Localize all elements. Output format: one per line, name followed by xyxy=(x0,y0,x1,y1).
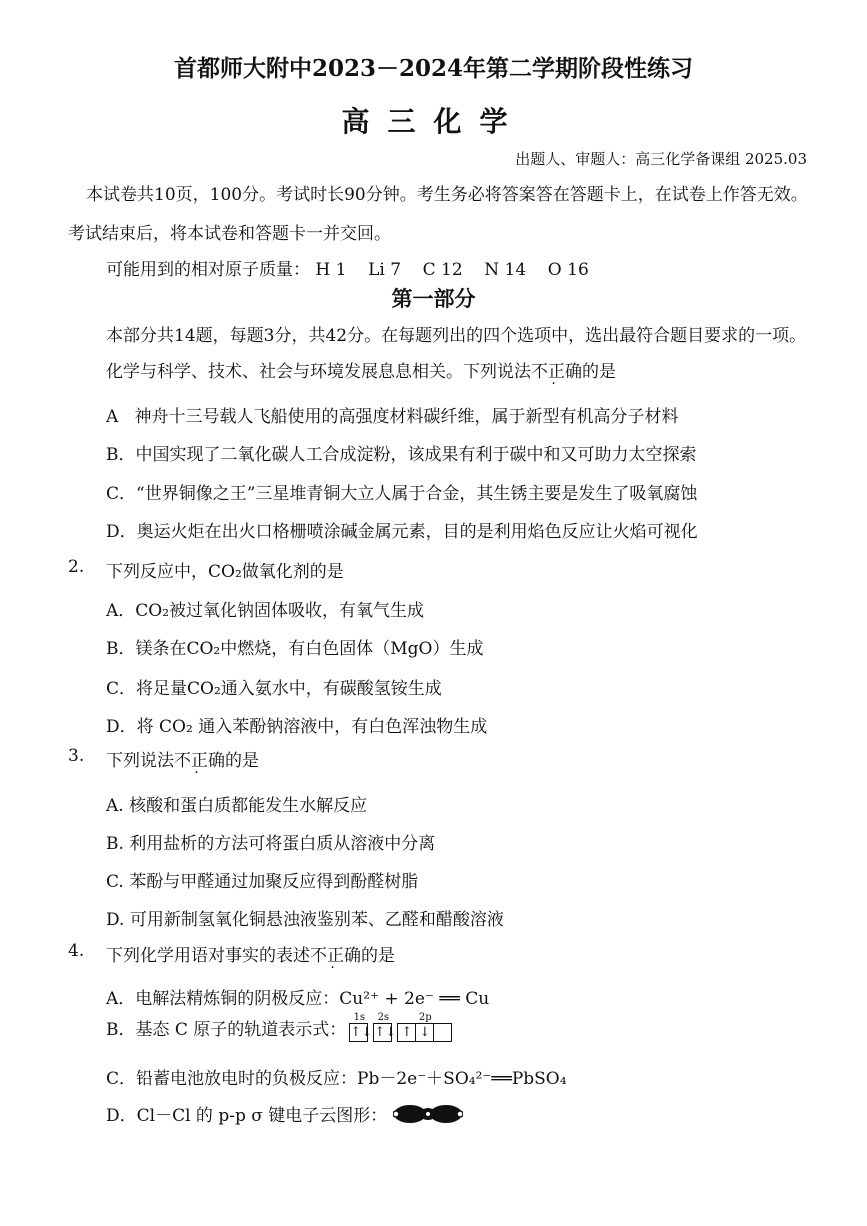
orbital-2p-cell-3 xyxy=(433,1023,452,1042)
orbital-2s-cell: ↑↓ xyxy=(374,1025,397,1040)
intro-line-1: 本试卷共10页，100分。考试时长90分钟。考生务必将答案答在答题卡上，在试卷上作答无效。 xyxy=(86,185,808,205)
section-instruction: 本部分共14题，每题3分，共42分。在每题列出的四个选项中，选出最符合题目要求的一项。 xyxy=(106,326,807,346)
q4-option-a: A．电解法精炼铜的阴极反应：Cu²⁺ + 2e⁻ ══ Cu xyxy=(106,989,490,1009)
q3-option-c: C. 苯酚与甲醛通过加聚反应得到酚醛树脂 xyxy=(106,872,419,892)
q1-option-c: C．“世界铜像之王”三星堆青铜大立人属于合金，其生锈主要是发生了吸氧腐蚀 xyxy=(106,484,698,504)
q1-option-b: B．中国实现了二氧化碳人工合成淀粉，该成果有利于碳中和又可助力太空探索 xyxy=(106,445,697,465)
q2-stem: 下列反应中，CO₂做氧化剂的是 xyxy=(106,562,344,582)
q4-stem xyxy=(106,941,395,966)
q3-emphasis: 不正确 xyxy=(174,751,225,771)
q4-number: 4. xyxy=(68,941,85,961)
q4-option-c: C．铅蓄电池放电时的负极反应：Pb－2e⁻＋SO₄²⁻══PbSO₄ xyxy=(106,1069,567,1089)
q3-stem-end: 的是 xyxy=(225,751,259,771)
q4-option-b xyxy=(106,1013,452,1042)
q4-option-b-text: B．基态 C 原子的轨道表示式： xyxy=(106,1020,347,1040)
q4-option-d-text: D．Cl－Cl 的 p-p σ 键电子云图形： xyxy=(106,1106,388,1126)
intro-line-2: 考试结束后，将本试卷和答题卡一并交回。 xyxy=(68,224,391,244)
q1-option-a: A 神舟十三号载人飞船使用的高强度材料碳纤维，属于新型有机高分子材料 xyxy=(106,407,679,427)
q3-option-a: A. 核酸和蛋白质都能发生水解反应 xyxy=(106,796,368,816)
q2-option-d: D．将 CO₂ 通入苯酚钠溶液中，有白色浑浊物生成 xyxy=(106,717,488,737)
q2-option-c: C．将足量CO₂通入氨水中，有碳酸氢铵生成 xyxy=(106,679,442,699)
q4-emphasis: 不正确 xyxy=(310,946,361,966)
q3-stem-text: 下列说法 xyxy=(106,751,174,771)
q1-emphasis: 不正确 xyxy=(531,362,582,382)
q1-stem xyxy=(106,357,616,382)
orbital-2s xyxy=(374,1012,397,1042)
electron-cloud-icon xyxy=(393,1102,463,1126)
section-title: 第一部分 xyxy=(391,286,476,311)
q2-option-b: B．镁条在CO₂中燃烧，有白色固体（MgO）生成 xyxy=(106,639,484,659)
q1-stem-end: 的是 xyxy=(582,362,616,382)
orbital-2p-cell-1: ↑ xyxy=(397,1023,416,1042)
q3-stem xyxy=(106,746,259,771)
orbital-2p-label: 2p xyxy=(418,1012,432,1023)
atomic-masses: 可能用到的相对原子质量： H 1 Li 7 C 12 N 14 O 16 xyxy=(106,260,589,280)
q3-number: 3. xyxy=(68,746,85,766)
orbital-1s-cell: ↑↓ xyxy=(350,1025,373,1040)
q1-option-d: D．奥运火炬在出火口格栅喷涂碱金属元素，目的是利用焰色反应让火焰可视化 xyxy=(106,522,698,542)
subject-title: 高三化学 xyxy=(341,105,526,138)
q3-option-d: D. 可用新制氢氧化铜悬浊液鉴别苯、乙醛和醋酸溶液 xyxy=(106,910,504,930)
q4-option-d xyxy=(106,1101,463,1126)
q2-number: 2. xyxy=(68,557,85,577)
q2-option-a: A．CO₂被过氧化钠固体吸收，有氧气生成 xyxy=(106,601,425,621)
orbital-1s xyxy=(350,1012,373,1042)
author-line: 出题人、审题人：高三化学备课组 2025.03 xyxy=(515,150,807,168)
orbital-diagram xyxy=(350,1013,452,1042)
exam-title: 首都师大附中2023－2024年第二学期阶段性练习 xyxy=(173,55,694,82)
orbital-2p xyxy=(398,1013,452,1042)
q4-stem-text: 下列化学用语对事实的表述 xyxy=(106,946,310,966)
orbital-2p-cell-2: ↓ xyxy=(415,1023,434,1042)
orbital-1s-label: 1s xyxy=(353,1012,366,1023)
q1-stem-text: 化学与科学、技术、社会与环境发展息息相关。下列说法 xyxy=(106,362,531,382)
orbital-2s-label: 2s xyxy=(377,1012,390,1023)
q3-option-b: B. 利用盐析的方法可将蛋白质从溶液中分离 xyxy=(106,834,436,854)
q4-stem-end: 的是 xyxy=(361,946,395,966)
